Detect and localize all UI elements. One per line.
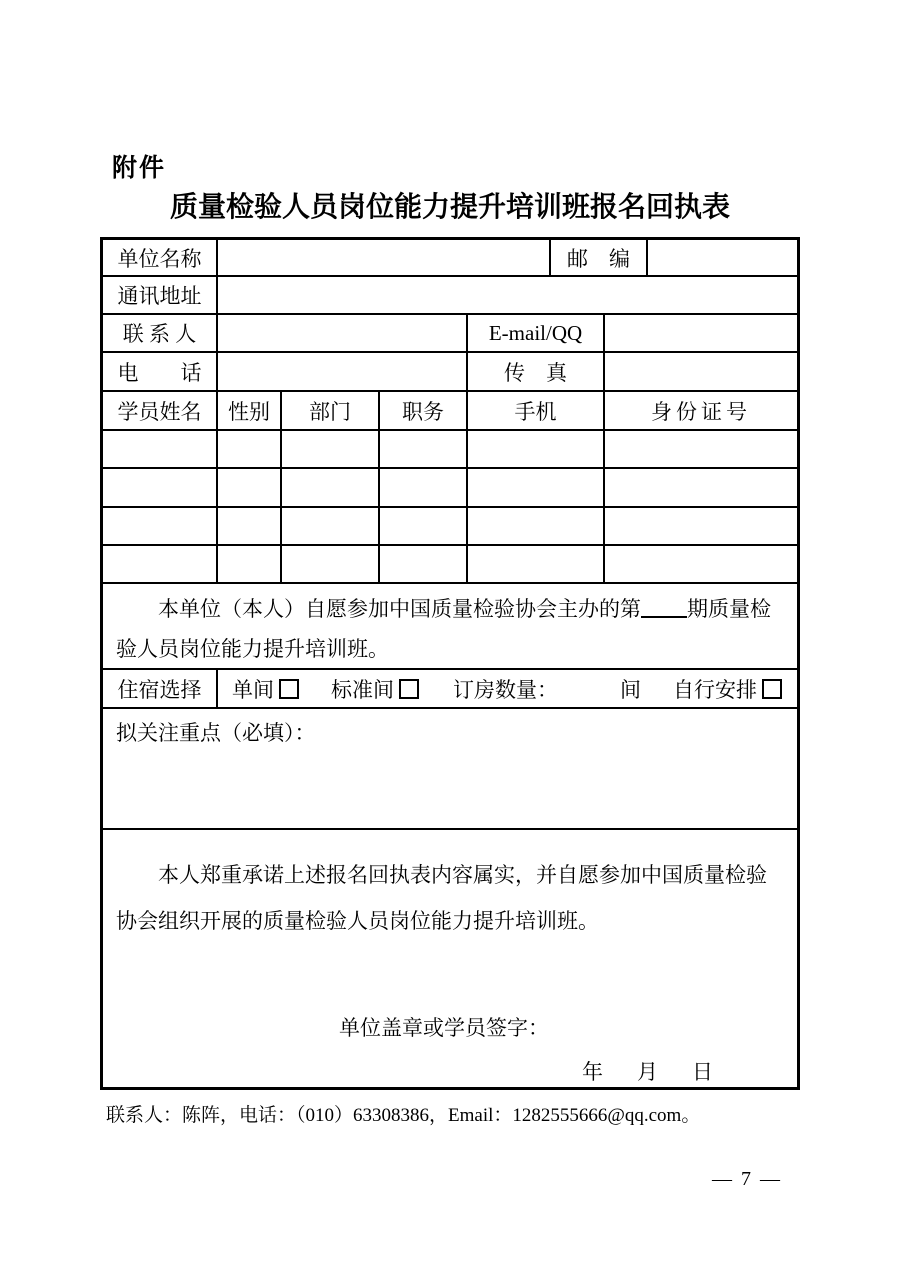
- page-title: 质量检验人员岗位能力提升培训班报名回执表: [169, 192, 730, 223]
- pledge-text-line1: 本人郑重承诺上述报名回执表内容属实，并自愿参加中国质量检: [158, 863, 746, 887]
- statement-text-after-blank: 期质量: [687, 596, 750, 621]
- student-mobile-cell[interactable]: [468, 508, 605, 544]
- self-arrange-option: [673, 674, 782, 704]
- row-lodging: [103, 670, 797, 709]
- postal-code-field[interactable]: [648, 240, 797, 275]
- pledge-text-line2: 验协会组织开展的质量检验人员岗位能力提升培训班。: [116, 863, 767, 933]
- student-id-cell[interactable]: [605, 508, 797, 544]
- student-row: [103, 431, 797, 469]
- col-position: 职务: [380, 392, 468, 429]
- statement-cell: [103, 584, 797, 668]
- phone-label: 电 话: [103, 353, 218, 390]
- focus-points-label: 拟关注重点（必填）：: [116, 721, 316, 745]
- single-room-checkbox[interactable]: [279, 679, 299, 699]
- lodging-options: [218, 670, 797, 707]
- statement-text-line2: 检验人员岗位能力提升培训班。: [116, 596, 771, 661]
- student-gender-cell[interactable]: [218, 508, 282, 544]
- address-field[interactable]: [218, 277, 797, 313]
- standard-room-option: [331, 674, 419, 704]
- signature-label: 单位盖章或学员签字：: [339, 1016, 549, 1040]
- participation-statement: [103, 584, 797, 668]
- student-name-cell[interactable]: [103, 431, 218, 467]
- student-id-cell[interactable]: [605, 546, 797, 582]
- row-focus: [103, 709, 797, 830]
- col-mobile: 手机: [468, 392, 605, 429]
- row-address: [103, 277, 797, 315]
- rooms-unit-label: 间: [620, 677, 641, 702]
- row-pledge: [103, 830, 797, 1087]
- student-position-cell[interactable]: [380, 431, 468, 467]
- single-room-label: 单间: [232, 677, 274, 702]
- student-department-cell[interactable]: [282, 508, 380, 544]
- student-id-cell[interactable]: [605, 469, 797, 506]
- pledge-paragraph: [103, 830, 797, 944]
- student-gender-cell[interactable]: [218, 546, 282, 582]
- student-name-cell[interactable]: [103, 469, 218, 506]
- standard-room-label: 标准间: [331, 677, 394, 702]
- focus-points-cell[interactable]: [103, 709, 797, 828]
- student-position-cell[interactable]: [380, 546, 468, 582]
- date-line: [582, 1056, 713, 1086]
- col-department: 部门: [282, 392, 380, 429]
- student-mobile-cell[interactable]: [468, 431, 605, 467]
- student-position-cell[interactable]: [380, 508, 468, 544]
- contact-person-field[interactable]: [218, 315, 468, 351]
- footer-contact-info: 联系人：陈阵，电话：（010）63308386，Email：1282555666@qq.com。: [106, 1105, 701, 1126]
- row-statement: [103, 584, 797, 670]
- student-position-cell[interactable]: [380, 469, 468, 506]
- student-row: [103, 508, 797, 546]
- single-room-option: [232, 674, 299, 704]
- row-phone: [103, 353, 797, 392]
- address-label: 通讯地址: [103, 277, 218, 313]
- student-gender-cell[interactable]: [218, 431, 282, 467]
- student-department-cell[interactable]: [282, 431, 380, 467]
- self-arrange-label: 自行安排: [673, 677, 757, 702]
- row-contact: [103, 315, 797, 353]
- standard-room-checkbox[interactable]: [399, 679, 419, 699]
- student-gender-cell[interactable]: [218, 469, 282, 506]
- statement-text-before-blank: 本单位（本人）自愿参加中国质量检验协会主办的第: [158, 596, 641, 621]
- student-row: [103, 469, 797, 508]
- student-mobile-cell[interactable]: [468, 469, 605, 506]
- student-mobile-cell[interactable]: [468, 546, 605, 582]
- row-unit-name: [103, 240, 797, 277]
- session-number-blank[interactable]: [641, 598, 687, 618]
- pledge-cell: [103, 830, 797, 1087]
- email-qq-label: E-mail/QQ: [468, 315, 605, 351]
- email-qq-field[interactable]: [605, 315, 797, 351]
- registration-form-table: [100, 237, 800, 1090]
- booking-count-label: 订房数量：: [453, 677, 558, 702]
- contact-person-label: 联 系 人: [103, 315, 218, 351]
- col-id-number: 身份证号: [651, 399, 751, 424]
- page-number: — 7 —: [712, 1168, 782, 1190]
- postal-code-label: 邮 编: [551, 240, 648, 275]
- date-month-label: 月: [637, 1060, 658, 1084]
- fax-field[interactable]: [605, 353, 797, 390]
- unit-name-field[interactable]: [218, 240, 551, 275]
- student-row: [103, 546, 797, 584]
- student-name-cell[interactable]: [103, 546, 218, 582]
- student-department-cell[interactable]: [282, 469, 380, 506]
- student-department-cell[interactable]: [282, 546, 380, 582]
- students-header-row: [103, 392, 797, 431]
- attachment-label: 附件: [112, 154, 167, 182]
- fax-label: 传 真: [468, 353, 605, 390]
- unit-name-label: 单位名称: [103, 240, 218, 275]
- student-id-cell[interactable]: [605, 431, 797, 467]
- lodging-label: 住宿选择: [103, 670, 218, 707]
- self-arrange-checkbox[interactable]: [762, 679, 782, 699]
- student-name-cell[interactable]: [103, 508, 218, 544]
- phone-field[interactable]: [218, 353, 468, 390]
- col-student-name: 学员姓名: [103, 392, 218, 429]
- date-year-label: 年: [582, 1060, 603, 1084]
- date-day-label: 日: [692, 1060, 713, 1084]
- col-gender: 性别: [218, 392, 282, 429]
